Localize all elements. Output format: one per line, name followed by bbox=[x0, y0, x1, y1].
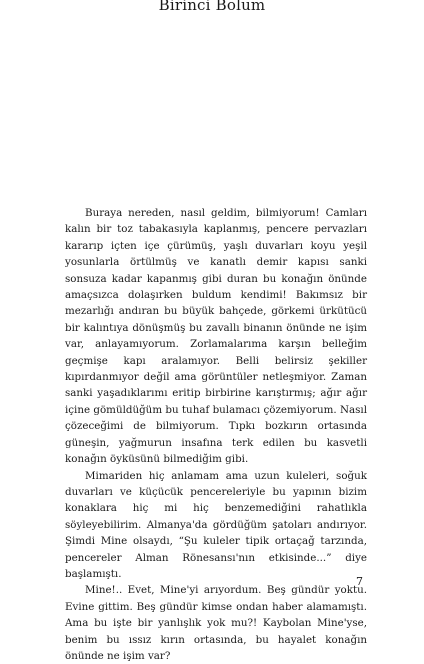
paragraph-3: Mine!.. Evet, Mine'yi arıyordum. Beş gündür yoktu. Evine gittim. Beş gündür kimse ondan haber alamamıştı. Ama bu işte bir yanlışlık yok mu?! Kaybolan Mine'yse, benim bu ıssız kırın ortasında, bu hayalet konağın önünde ne işim var? bbox=[65, 584, 367, 662]
body-text bbox=[65, 205, 367, 664]
chapter-title: Birinci Bölüm bbox=[158, 0, 266, 14]
page-number: 7 bbox=[356, 575, 363, 588]
paragraph-2: Mimariden hiç anlamam ama uzun kuleleri, soğuk duvarları ve küçücük pencereleriyle bu yapının bizim konaklara hiç mi hiç benzemediğini rahatlıkla söyleyebilirim. Almanya'da gördüğüm şatoları andırıyor. Şimdi Mine olsaydı, “Şu kuleler tipik ortaçağ tarzında, pencereler Alman Rönesansı'nın etkisinde...” diye başlamıştı. bbox=[65, 469, 367, 580]
paragraph-1: Buraya nereden, nasıl geldim, bilmiyorum! Camları kalın bir toz tabakasıyla kaplanmış, pencere pervazları kararıp içten içe çürümüş, yaşlı duvarları koyu yeşil yosunlarla örtülmüş ve kanatlı demir kapısı sanki sonsuza kadar kapanmış gibi duran bu konağın önünde amaçsızca dolaşırken buldum kendimi! Bakımsız bir mezarlığı andıran bu büyük bahçede, görkemi ürkütücü bir kalıntıya dönüşmüş bu zavallı binanın önünde ne işim var, anlayamıyorum. Zorlamalarıma karşın belleğim geçmişe kapı aralamıyor. Belli belirsiz şekiller kıpırdanmıyor değil ama görüntüler netleşmiyor. Zaman sanki yaşadıklarımı eritip birbirine karıştırmış; ağır ağır içine gömüldüğüm bu tuhaf bulamacı çözemiyorum. Nasıl çözeceğimi de bilmiyorum. Tıpkı bozkırın ortasında güneşin, yağmurun insafına terk edilen bu kasvetli konağın öyküsünü bilmediğim gibi. bbox=[65, 207, 367, 466]
